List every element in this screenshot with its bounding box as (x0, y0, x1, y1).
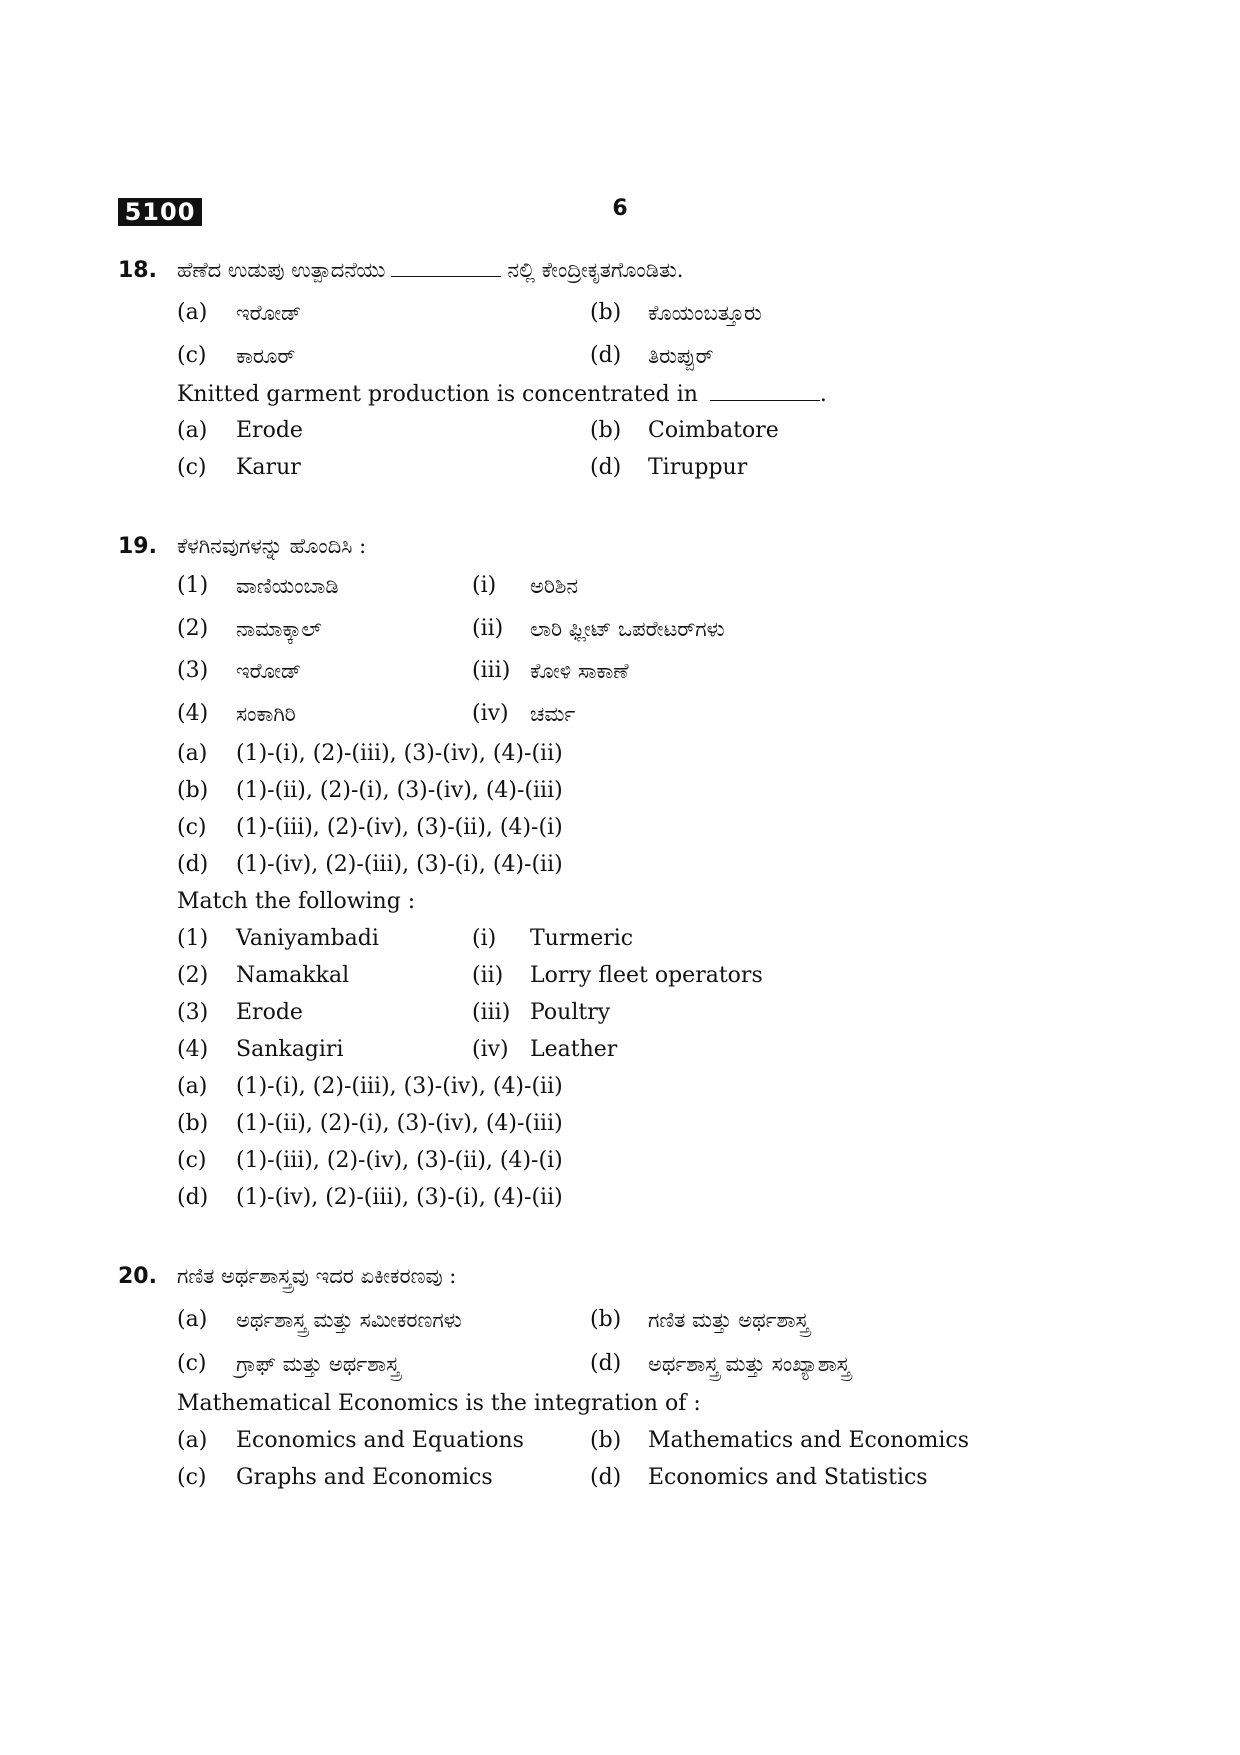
q19-en-option-a-label: (a) (177, 1074, 208, 1099)
q19-kn-pair-3-left: ಇರೋಡ್ (236, 659, 302, 683)
q19-kn-pair-2-roman: (ii) (472, 616, 504, 641)
q18-kannada-blank (391, 256, 501, 277)
q19-kn-pair-1-left: ವಾಣಿಯಂಬಾಡಿ (236, 574, 339, 598)
q18-kn-option-b-label: (b) (590, 300, 622, 325)
q20-kn-option-b-label: (b) (590, 1307, 622, 1332)
question-number-20: 20. (118, 1264, 157, 1289)
q19-kn-option-b-text: (1)-(ii), (2)-(i), (3)-(iv), (4)-(iii) (236, 778, 563, 803)
q19-kn-pair-1-right: ಅರಿಶಿನ (530, 574, 579, 598)
q19-en-pair-2-right: Lorry fleet operators (530, 963, 763, 988)
q19-en-pair-1-num: (1) (177, 926, 209, 951)
q19-en-pair-1-left: Vaniyambadi (236, 926, 379, 951)
q20-en-option-a-label: (a) (177, 1428, 208, 1453)
q19-kn-option-d-label: (d) (177, 852, 209, 877)
q19-en-pair-3-roman: (iii) (472, 1000, 511, 1025)
page-number: 6 (612, 196, 628, 221)
q19-en-pair-4-right: Leather (530, 1037, 618, 1062)
question-number-18: 18. (118, 258, 157, 283)
q18-en-option-b-label: (b) (590, 418, 622, 443)
q19-kn-pair-3-right: ಕೋಳಿ ಸಾಕಾಣೆ (530, 659, 629, 683)
q19-kn-pair-1-num: (1) (177, 573, 209, 598)
q19-english-stem: Match the following : (177, 889, 416, 914)
q18-english-period: . (819, 382, 827, 407)
q18-en-option-c-label: (c) (177, 455, 207, 480)
q18-kn-option-b-text: ಕೊಯಂಬತ್ತೂರು (648, 301, 762, 325)
q19-en-pair-2-num: (2) (177, 963, 209, 988)
q19-en-pair-3-left: Erode (236, 1000, 303, 1025)
q19-kn-pair-2-right: ಲಾರಿ ಫ್ಲೀಟ್ ಒಪರೇಟರ್‌ಗಳು (530, 617, 725, 641)
q20-kn-option-a-label: (a) (177, 1307, 208, 1332)
q19-en-option-d-text: (1)-(iv), (2)-(iii), (3)-(i), (4)-(ii) (236, 1185, 563, 1210)
q20-kn-option-a-text: ಅರ್ಥಶಾಸ್ತ್ರ ಮತ್ತು ಸಮೀಕರಣಗಳು (236, 1308, 462, 1332)
q18-kannada-stem-after: ನಲ್ಲಿ ಕೇಂದ್ರೀಕೃತಗೊಂಡಿತು. (507, 258, 684, 282)
q19-kn-option-a-text: (1)-(i), (2)-(iii), (3)-(iv), (4)-(ii) (236, 741, 563, 766)
q18-kn-option-d-text: ತಿರುಪ್ಪುರ್ (648, 344, 714, 368)
q19-kn-pair-1-roman: (i) (472, 573, 497, 598)
q20-en-option-d-label: (d) (590, 1465, 622, 1490)
q18-kn-option-a-label: (a) (177, 300, 208, 325)
q19-en-option-a-text: (1)-(i), (2)-(iii), (3)-(iv), (4)-(ii) (236, 1074, 563, 1099)
q20-english-stem: Mathematical Economics is the integration of : (177, 1391, 701, 1416)
q19-en-pair-4-roman: (iv) (472, 1037, 509, 1062)
q18-en-option-b-text: Coimbatore (648, 418, 779, 443)
q18-kn-option-a-text: ಇರೋಡ್ (236, 301, 302, 325)
q19-kn-pair-3-roman: (iii) (472, 658, 511, 683)
q20-en-option-a-text: Economics and Equations (236, 1428, 524, 1453)
q18-en-option-a-text: Erode (236, 418, 303, 443)
q19-kn-pair-3-num: (3) (177, 658, 209, 683)
q18-kn-option-c-label: (c) (177, 343, 207, 368)
q19-kn-option-c-text: (1)-(iii), (2)-(iv), (3)-(ii), (4)-(i) (236, 815, 563, 840)
q18-kn-option-c-text: ಕಾರೂರ್ (236, 344, 296, 368)
paper-code-badge: 5100 (118, 198, 202, 226)
q19-en-pair-4-left: Sankagiri (236, 1037, 344, 1062)
q19-en-pair-3-num: (3) (177, 1000, 209, 1025)
q20-en-option-b-label: (b) (590, 1428, 622, 1453)
q19-en-option-c-label: (c) (177, 1148, 207, 1173)
q19-kn-option-d-text: (1)-(iv), (2)-(iii), (3)-(i), (4)-(ii) (236, 852, 563, 877)
q19-kn-option-a-label: (a) (177, 741, 208, 766)
question-number-19: 19. (118, 534, 157, 559)
q20-kn-option-d-text: ಅರ್ಥಶಾಸ್ತ್ರ ಮತ್ತು ಸಂಖ್ಯಾಶಾಸ್ತ್ರ (648, 1352, 851, 1376)
q18-kannada-stem (177, 256, 683, 284)
q19-kannada-stem: ಕೆಳಗಿನವುಗಳನ್ನು ಹೊಂದಿಸಿ : (177, 534, 367, 558)
q18-kn-option-d-label: (d) (590, 343, 622, 368)
q19-en-pair-4-num: (4) (177, 1037, 209, 1062)
q19-en-pair-2-left: Namakkal (236, 963, 350, 988)
q20-kn-option-d-label: (d) (590, 1351, 622, 1376)
q20-en-option-c-label: (c) (177, 1465, 207, 1490)
q18-kannada-stem-before: ಹೆಣೆದ ಉಡುಪು ಉತ್ಪಾದನೆಯು (177, 258, 386, 282)
q18-english-stem-text: Knitted garment production is concentrated in (177, 382, 698, 407)
q19-en-option-c-text: (1)-(iii), (2)-(iv), (3)-(ii), (4)-(i) (236, 1148, 563, 1173)
q20-en-option-d-text: Economics and Statistics (648, 1465, 928, 1490)
q20-en-option-c-text: Graphs and Economics (236, 1465, 493, 1490)
q18-en-option-d-label: (d) (590, 455, 622, 480)
q19-kn-pair-4-roman: (iv) (472, 701, 509, 726)
q20-kn-option-c-text: ಗ್ರಾಫ್ ಮತ್ತು ಅರ್ಥಶಾಸ್ತ್ರ (236, 1352, 400, 1376)
q18-english-stem (177, 380, 827, 409)
q19-en-pair-1-right: Turmeric (530, 926, 634, 951)
q19-en-pair-3-right: Poultry (530, 1000, 611, 1025)
q19-kn-pair-4-right: ಚರ್ಮ (530, 702, 576, 726)
q18-en-option-a-label: (a) (177, 418, 208, 443)
q18-en-option-d-text: Tiruppur (648, 455, 748, 480)
q20-kannada-stem: ಗಣಿತ ಅರ್ಥಶಾಸ್ತ್ರವು ಇದರ ಏಕೀಕರಣವು : (177, 1264, 457, 1288)
q19-kn-pair-2-left: ನಾಮಾಕ್ಕಾಲ್ (236, 617, 322, 641)
q19-kn-pair-4-num: (4) (177, 701, 209, 726)
q19-kn-option-b-label: (b) (177, 778, 209, 803)
q19-en-pair-1-roman: (i) (472, 926, 497, 951)
q20-kn-option-c-label: (c) (177, 1351, 207, 1376)
q19-en-option-d-label: (d) (177, 1185, 209, 1210)
q20-en-option-b-text: Mathematics and Economics (648, 1428, 970, 1453)
q19-kn-option-c-label: (c) (177, 815, 207, 840)
q19-kn-pair-2-num: (2) (177, 616, 209, 641)
q18-english-blank (710, 380, 820, 401)
q19-kn-pair-4-left: ಸಂಕಾಗಿರಿ (236, 702, 296, 726)
q20-kn-option-b-text: ಗಣಿತ ಮತ್ತು ಅರ್ಥಶಾಸ್ತ್ರ (648, 1308, 810, 1332)
q19-en-option-b-text: (1)-(ii), (2)-(i), (3)-(iv), (4)-(iii) (236, 1111, 563, 1136)
q19-en-option-b-label: (b) (177, 1111, 209, 1136)
q18-en-option-c-text: Karur (236, 455, 301, 480)
q19-en-pair-2-roman: (ii) (472, 963, 504, 988)
